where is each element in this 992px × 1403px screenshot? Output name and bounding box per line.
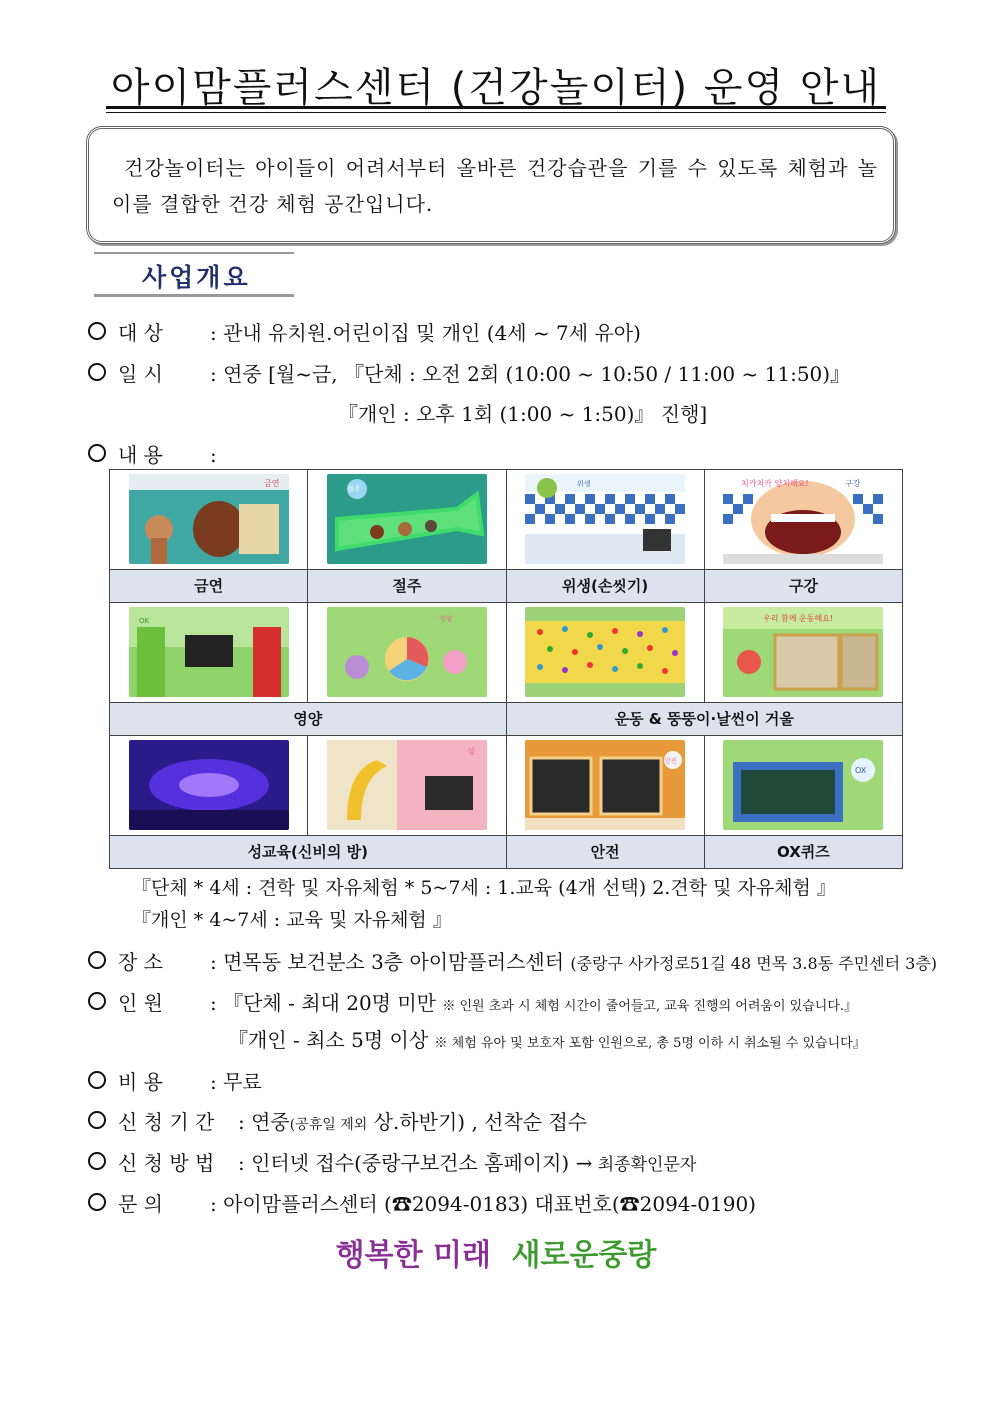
svg-text:안전: 안전 — [665, 758, 677, 766]
nutrition-photo — [129, 607, 289, 697]
circle-bullet-icon — [88, 444, 106, 462]
page-title: 아이맘플러스센터 (건강놀이터) 운영 안내 — [110, 65, 882, 111]
row-note: (공휴일 제외 — [289, 1117, 368, 1133]
row-value: 상.하반기) , 선착순 접수 — [367, 1110, 588, 1134]
gallery-label: 구강 — [704, 569, 902, 602]
program-gallery — [109, 469, 903, 869]
row-label: 문 의 — [118, 1192, 163, 1216]
svg-text:영양: 영양 — [438, 615, 453, 624]
row-label: 신 청 기 간 — [118, 1110, 215, 1134]
row-period: 신 청 기 간 : 연중(공휴일 제외 상.하반기) , 선착순 접수 — [88, 1106, 587, 1135]
svg-text:금연: 금연 — [263, 479, 280, 489]
row-value: 무료 — [223, 1070, 262, 1094]
gallery-label: 영양 — [110, 702, 507, 735]
row-target: 대 상 : 관내 유치원.어린이집 및 개인 (4세 ~ 7세 유아) — [88, 317, 641, 346]
row-label: 대 상 — [118, 321, 163, 345]
svg-text:우리 함께 운동해요!: 우리 함께 운동해요! — [763, 614, 834, 624]
row-value: 『개인 - 최소 5명 이상 — [228, 1028, 429, 1052]
row-date: 일 시 : 연중 [월~금, 『단체 : 오전 2회 (10:00 ~ 10:50 / 11:00 ~ 11:50)』 — [88, 358, 850, 387]
slogan-part1: 행복한 미래 — [335, 1238, 491, 1273]
row-date-2: 『개인 : 오후 1회 (1:00 ~ 1:50)』 진행] — [338, 402, 708, 426]
section-line-bottom — [94, 294, 294, 297]
row-value: 인터넷 접수(중랑구보건소 홈페이지) → — [251, 1151, 593, 1175]
row-value: 면목동 보건분소 3층 아이맘플러스센터 — [223, 950, 565, 974]
photo-cell — [704, 470, 902, 570]
dental-photo — [723, 474, 883, 564]
photo-cell — [110, 603, 308, 703]
circle-bullet-icon — [88, 1152, 106, 1170]
photo-cell — [704, 736, 902, 836]
gallery-label: 안전 — [506, 835, 704, 868]
circle-bullet-icon — [88, 951, 106, 969]
photo-cell — [506, 470, 704, 570]
ox-quiz-photo — [723, 740, 883, 830]
circle-bullet-icon — [88, 1111, 106, 1129]
gallery-label: 금연 — [110, 569, 308, 602]
gallery-label: 위생(손씻기) — [506, 569, 704, 602]
row-content: 내 용 : — [88, 439, 217, 468]
row-note: ※ 체험 유아 및 보호자 포함 인원으로, 총 5명 이하 시 취소될 수 있습니다』 — [434, 1036, 866, 1051]
nutrition-wheel-photo — [327, 607, 487, 697]
row-contact: 문 의 : 아이맘플러스센터 (☎2094-0183) 대표번호(☎2094-0190) — [88, 1188, 756, 1217]
row-detail: (중랑구 사가정로51길 48 면목 3.8동 주민센터 3층) — [570, 954, 938, 973]
photo-cell — [506, 603, 704, 703]
title-underline-thin — [106, 112, 886, 113]
row-people: 인 원 : 『단체 - 최대 20명 미만 ※ 인원 초과 시 체험 시간이 줄어들고, 교육 진행의 어려움이 있습니다.』 — [88, 987, 857, 1016]
gallery-label: 운동 & 뚱뚱이·날씬이 거울 — [506, 702, 903, 735]
row-label: 신 청 방 법 — [118, 1151, 215, 1175]
row-value-small: 최종확인문자 — [592, 1155, 697, 1175]
hygiene-photo — [525, 474, 685, 564]
photo-cell — [110, 736, 308, 836]
row-note: ※ 인원 초과 시 체험 시간이 줄어들고, 교육 진행의 어려움이 있습니다.』 — [442, 999, 858, 1014]
row-method: 신 청 방 법 : 인터넷 접수(중랑구보건소 홈페이지) → 최종확인문자 — [88, 1147, 696, 1176]
photo-cell — [110, 470, 308, 570]
row-label: 장 소 — [118, 950, 163, 974]
circle-bullet-icon — [88, 1071, 106, 1089]
circle-bullet-icon — [88, 1193, 106, 1211]
svg-text:위생: 위생 — [577, 480, 591, 489]
photo-cell — [308, 470, 506, 570]
row-place: 장 소 : 면목동 보건분소 3층 아이맘플러스센터 (중랑구 사가정로51길 48 면목 3.8동 주민센터 3층) — [88, 946, 937, 975]
row-value: 『단체 - 최대 20명 미만 — [223, 991, 436, 1015]
sex-education-photo — [327, 740, 487, 830]
smoking-photo — [129, 474, 289, 564]
circle-bullet-icon — [88, 992, 106, 1010]
footer-slogan-logo — [0, 1230, 992, 1274]
gallery-label: OX퀴즈 — [704, 835, 902, 868]
svg-text:치카치카 양치해요!: 치카치카 양치해요! — [741, 479, 809, 489]
gallery-label: 성교육(신비의 방) — [110, 835, 507, 868]
row-label: 비 용 — [118, 1070, 163, 1094]
photo-cell — [506, 736, 704, 836]
circle-bullet-icon — [88, 322, 106, 340]
row-value: 연중 [월~금, 『단체 : 오전 2회 (10:00 ~ 10:50 / 11:00 ~ 11:50)』 — [223, 362, 851, 386]
safety-photo — [525, 740, 685, 830]
row-value: 아이맘플러스센터 (☎2094-0183) 대표번호(☎2094-0190) — [223, 1192, 756, 1216]
title-underline — [106, 106, 886, 109]
svg-text:구강: 구강 — [845, 479, 861, 489]
svg-text:OX: OX — [855, 766, 867, 776]
circle-bullet-icon — [88, 363, 106, 381]
gallery-label: 절주 — [308, 569, 506, 602]
svg-text:OK: OK — [138, 617, 149, 626]
individual-note: 『개인 * 4~7세 : 교육 및 자유체험 』 — [132, 909, 452, 931]
photo-cell — [704, 603, 902, 703]
section-title: 사업개요 — [142, 263, 251, 292]
row-label: 일 시 — [118, 362, 163, 386]
row-cost: 비 용 : 무료 — [88, 1066, 262, 1095]
alcohol-photo — [327, 474, 487, 564]
svg-text:성: 성 — [466, 747, 475, 757]
svg-text:절주: 절주 — [346, 485, 361, 494]
row-people-2 — [228, 1024, 866, 1053]
row-label: 인 원 — [118, 991, 163, 1015]
photo-cell — [308, 603, 506, 703]
photo-cell — [308, 736, 506, 836]
slogan-part2: 새로운중랑 — [511, 1238, 657, 1273]
exercise-wall-photo — [525, 607, 685, 697]
intro-text: 건강놀이터는 아이들이 어려서부터 올바른 건강습관을 기를 수 있도록 체험과 놀이를 결합한 건강 체험 공간입니다. — [112, 156, 878, 216]
row-label: 내 용 — [118, 443, 163, 467]
row-value: 관내 유치원.어린이집 및 개인 (4세 ~ 7세 유아) — [223, 321, 641, 345]
group-note: 『단체 * 4세 : 견학 및 자유체험 * 5~7세 : 1.교육 (4개 선택) 2.견학 및 자유체험 』 — [132, 877, 836, 899]
mystery-room-photo — [129, 740, 289, 830]
mirror-photo — [723, 607, 883, 697]
section-line-top — [94, 252, 294, 254]
row-value: 연중 — [251, 1110, 290, 1134]
